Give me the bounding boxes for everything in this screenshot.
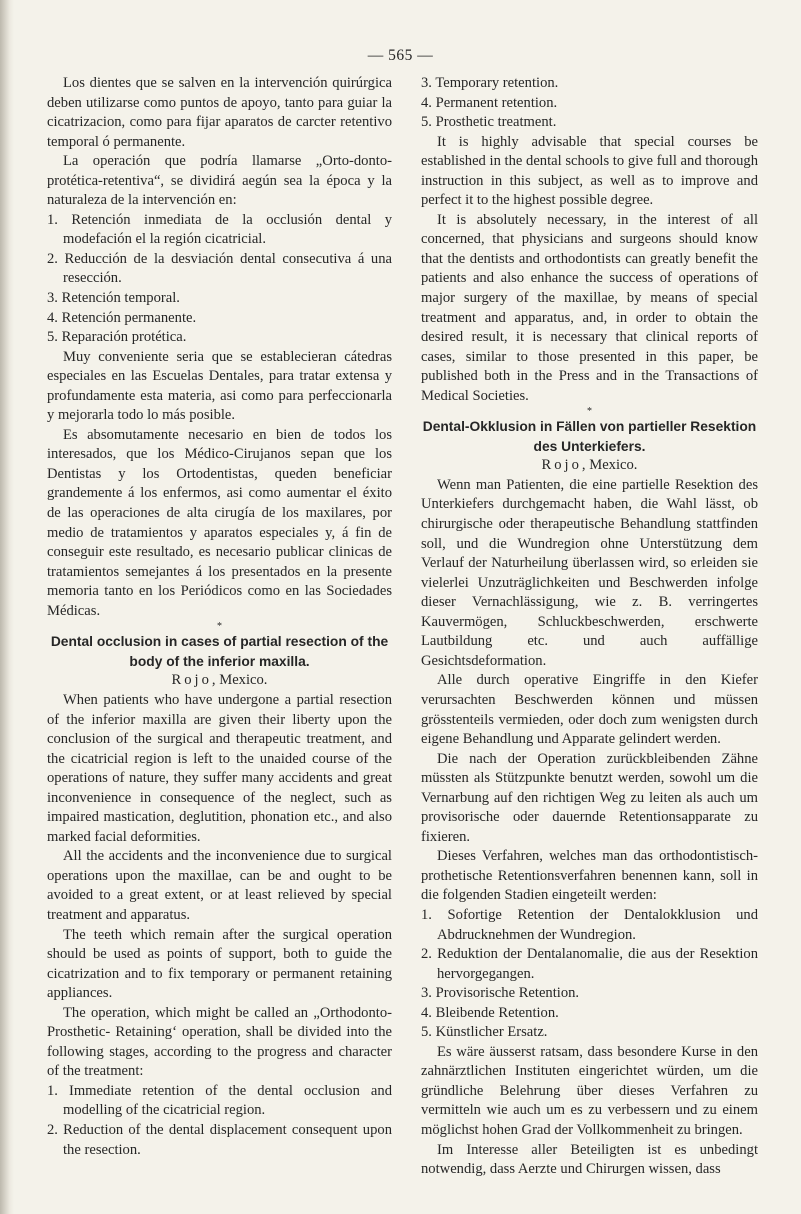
section-separator: *: [217, 621, 222, 633]
de-list-item-4: 4. Bleibende Retention.: [421, 1004, 559, 1021]
de-author-line: [421, 456, 758, 476]
de-paragraph-5: Es wäre äusserst ratsam, dass besondere Kurse in den zahnärztlichen Instituten eingerichtet würden, um die gründliche Belehrung über dieses Verfahren zu vermitteln wie auch um es zu verbessern und zu einem möglichst hohen Grad der Vollkommenheit zu bringen.: [421, 1043, 758, 1138]
en-list-item-2: 2. Reduction of the dental displacement consequent upon the resection.: [47, 1121, 392, 1158]
binding-shadow: [0, 0, 14, 1214]
en-author-line: [47, 671, 392, 691]
left-column: [47, 74, 392, 1160]
es-paragraph-1: Los dientes que se salven en la intervención quirúrgica deben utilizarse como puntos de apoyo, tanto para guiar la cicatrizacion, como para fijar aparatos de carcter retentivo temporal ó permanente.: [47, 75, 392, 150]
de-paragraph-2: Alle durch operative Eingriffe in den Kiefer verursachten Beschwerden können und müssen grösstenteils vermieden, oder doch zum wenigsten durch eigene Behandlung und Apparate gelindert werden.: [421, 672, 758, 748]
de-list-item-5: 5. Künstlicher Ersatz.: [421, 1024, 548, 1041]
en-paragraph-2: All the accidents and the inconvenience due to surgical operations upon the maxillae, can be and ought to be avoided to a great extent, or at least relieved by special treatment and apparatus.: [47, 848, 392, 923]
de-list-item-2: 2. Reduktion der Dentalanomalie, die aus der Resektion hervorgegangen.: [421, 946, 758, 982]
de-author-name: Rojo: [541, 457, 582, 474]
en-list-item-3: 3. Temporary retention.: [421, 75, 559, 91]
en-list-item-4: 4. Permanent retention.: [421, 94, 558, 111]
de-paragraph-1: Wenn man Patienten, die eine partielle Resektion des Unterkiefers durchgemacht haben, die Wahl lässt, ob chirurgische oder therapeutische Behandlung stattfinden soll, und die Wundregion ohne Unterstützung dem Verlauf der Naturheilung überlassen wird, so erleiden sie vielerlei Unzuträglichkeiten und Beschwerden infolge dieser Vernachlässigung, wie z. B. verringertes Kauvermögen, Schluckbeschwerden, erschwerte Lautbildung etc. und auch auffällige Gesichtsdeformation.: [421, 476, 758, 669]
en-paragraph-6: It is absolutely necessary, in the interest of all concerned, that physicians and surgeons should know that the dentists and orthodontists can greatly benefit the patients and also enhance the success of operations of major surgery of the maxillae, by means of special treatment and apparatus, and, in order to obtain the desired result, it is necessary that clinical reports of cases, similar to those presented in this paper, be published both in the Press and in the Transactions of Medical Societies.: [421, 211, 758, 404]
es-list-item-3: 3. Retención temporal.: [47, 290, 180, 307]
es-list-item-5: 5. Reparación protética.: [47, 329, 187, 346]
de-paragraph-4: Dieses Verfahren, welches man das orthodontistisch-prothetische Retentionsverfahren benennen kann, soll in die folgenden Stadien eingeteilt werden:: [421, 848, 758, 904]
right-column: [421, 74, 758, 1180]
section-separator: *: [587, 406, 592, 418]
es-paragraph-3: Muy conveniente seria que se establecieran cátedras especiales en las Escuelas Dentales, para tratar extensa y profundamente esta materia, asi como para perfeccionarla y mejorarla todo lo más posible.: [47, 348, 392, 424]
en-author-name: Rojo: [171, 672, 212, 689]
en-list-item-1: 1. Immediate retention of the dental occlusion and modelling of the cicatricial region.: [47, 1082, 392, 1119]
page-number: — 565 —: [367, 47, 434, 64]
en-author-place: , Mexico.: [211, 672, 268, 689]
en-paragraph-4: The operation, which might be called an „Orthodonto-Prosthetic- Retaining‘ operation, shall be divided into the following stages, according to the progress and character of the treatment:: [47, 1004, 392, 1080]
en-paragraph-5: It is highly advisable that special courses be established in the dental schools to give full and thorough instruction in this subject, as well as to improve and perfect it to the highest possible degree.: [421, 133, 758, 209]
de-list-item-1: 1. Sofortige Retention der Dentalokklusion und Abdrucknehmen der Wundregion.: [421, 906, 758, 943]
en-list-item-5: 5. Prosthetic treatment.: [421, 114, 557, 131]
en-paragraph-3: The teeth which remain after the surgical operation should be used as points of support, both to guide the cicatrization and to fix temporary or permanent retaining appliances.: [47, 926, 392, 1002]
de-paragraph-3: Die nach der Operation zurückbleibenden Zähne müssten als Stützpunkte benutzt werden, sowohl um die Vernarbung auf den richtigen Weg zu leiten als auch um provisorische oder dauernde Retentionsapparate zu fixieren.: [421, 750, 758, 845]
de-article-heading: Dental-Okklusion in Fällen von partieller Resektion des Unterkiefers.: [422, 419, 757, 454]
es-paragraph-2: La operación que podría llamarse „Orto-donto-protética-retentiva“, se dividirá aegún sea la época y la naturaleza de la intervención en:: [47, 153, 392, 209]
de-list-item-3: 3. Provisorische Retention.: [421, 985, 580, 1002]
en-paragraph-1: When patients who have undergone a partial resection of the inferior maxilla are given their liberty upon the conclusion of the surgical and therapeutic treatment, and the cicatricial region is left to the unaided course of the operations of nature, they suffer many accidents and great inconvenience in consequence of the neglect, such as impaired mastication, deglutition, phonation etc., and also marked facial deformities.: [47, 691, 392, 845]
es-list-item-4: 4. Retención permanente.: [47, 309, 197, 326]
en-article-heading: Dental occlusion in cases of partial resection of the body of the inferior maxilla.: [50, 634, 389, 669]
es-list-item-2: 2. Reducción de la desviación dental consecutiva á una resección.: [47, 250, 392, 287]
es-list-item-1: 1. Retención inmediata de la occlusión dental y modefación el la región cicatricial.: [47, 211, 392, 248]
es-paragraph-4: Es absomutamente necesario en bien de todos los interesados, que los Médico-Cirujanos sepan que los Dentistas y los Ortodentistas, queden beneficiar grandemente á los enfermos, asi como aumentar el éxito de las operaciones de alta cirugía de los maxilares, por medio de tratamientos y aparatos especiales y, á fin de conseguir este resultado, es necesario publicar clinicas de tratamientos semejantes á los presentados en la presente memoria tanto en los Periódicos como en las Sociedades Médicas.: [47, 426, 392, 619]
de-author-place: , Mexico.: [581, 457, 638, 474]
de-paragraph-6: Im Interesse aller Beteiligten ist es unbedingt notwendig, dass Aerzte und Chirurgen wissen, dass: [421, 1141, 758, 1178]
